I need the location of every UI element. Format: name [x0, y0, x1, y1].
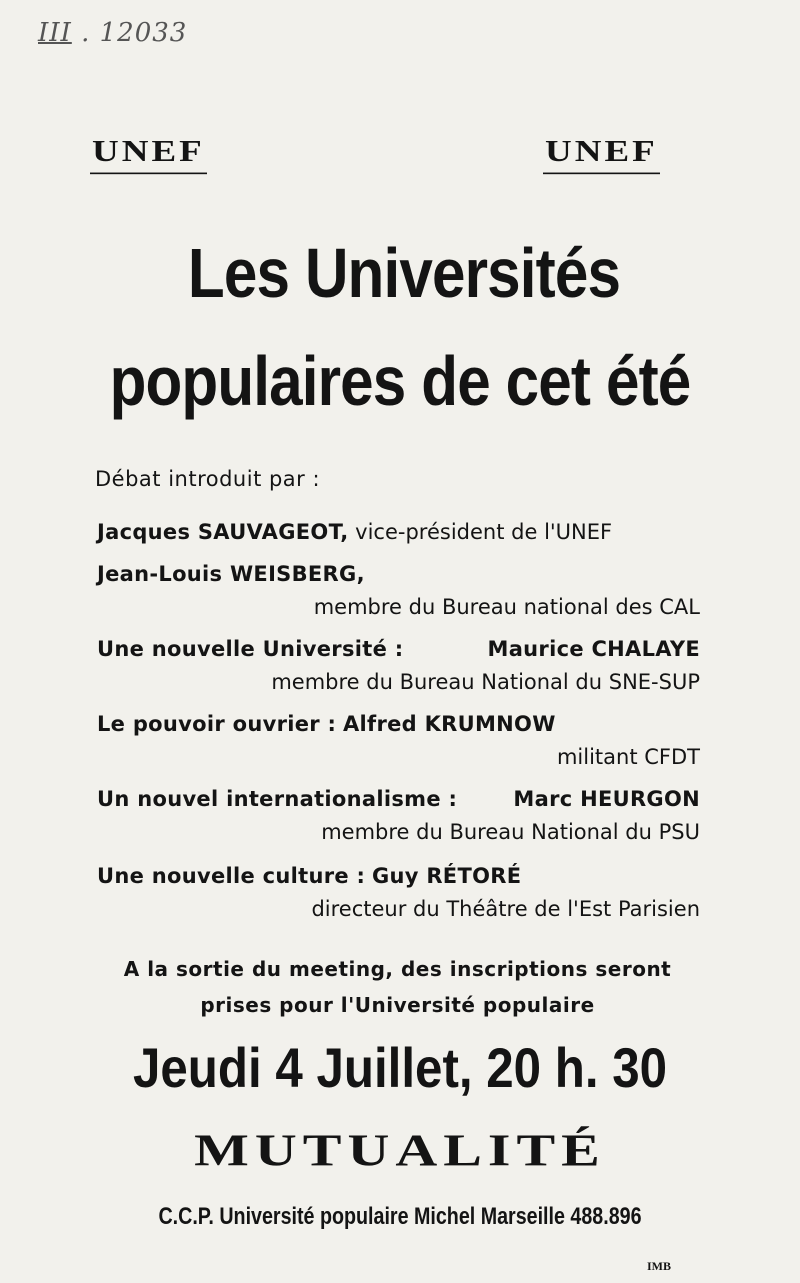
archive-number	[38, 18, 187, 48]
archive-roman: III	[38, 18, 72, 48]
unef-logo-left: UNEF	[90, 134, 207, 174]
speaker-1-role: vice-président de l'UNEF	[355, 520, 613, 544]
speaker-3-role: membre du Bureau National du SNE-SUP	[271, 670, 700, 694]
speaker-3-topic: Une nouvelle Université :	[97, 637, 404, 661]
speaker-5-role: membre du Bureau National du PSU	[321, 820, 700, 844]
speaker-6-role: directeur du Théâtre de l'Est Parisien	[311, 897, 700, 921]
speaker-6-role-line	[97, 897, 700, 921]
speaker-2-name: Jean-Louis WEISBERG,	[97, 562, 365, 586]
speaker-2-role: membre du Bureau national des CAL	[313, 595, 700, 619]
speaker-2	[97, 562, 700, 586]
speaker-3-role-line	[97, 670, 700, 694]
printer-mark: IMB	[647, 1259, 671, 1273]
speaker-6-name: Guy RÉTORÉ	[371, 864, 522, 888]
speaker-2-role-line	[97, 595, 700, 619]
ccp-account: C.C.P. Université populaire Michel Marseille 488.896	[158, 1203, 642, 1230]
speaker-6-topic: Une nouvelle culture :	[97, 864, 366, 888]
speaker-4-role: militant CFDT	[556, 745, 700, 769]
note-line-2: prises pour l'Université populaire	[200, 993, 595, 1017]
speaker-1-name: Jacques SAUVAGEOT,	[97, 520, 349, 544]
headline-line-1: Les Universités	[187, 234, 621, 312]
speaker-5-role-line	[97, 820, 700, 844]
unef-logo-right: UNEF	[543, 134, 660, 174]
headline-line-2: populaires de cet été	[109, 342, 691, 420]
speaker-4	[97, 712, 700, 736]
speaker-5-topic: Un nouvel internationalisme :	[97, 787, 458, 811]
archive-digits: . 12033	[81, 18, 188, 48]
speaker-6	[97, 864, 700, 888]
speaker-5-name: Marc HEURGON	[513, 787, 700, 811]
event-date: Jeudi 4 Juillet, 20 h. 30	[132, 1036, 668, 1099]
speaker-3-name: Maurice CHALAYE	[487, 637, 700, 661]
note-line-1: A la sortie du meeting, des inscriptions seront	[123, 957, 672, 981]
speaker-1	[97, 520, 700, 544]
event-venue: MUTUALITÉ	[194, 1124, 606, 1176]
speaker-5	[97, 787, 700, 811]
speaker-4-name: Alfred KRUMNOW	[342, 712, 556, 736]
speaker-4-role-line	[97, 745, 700, 769]
speaker-4-topic: Le pouvoir ouvrier :	[97, 712, 337, 736]
speaker-3	[97, 637, 700, 661]
intro-text: Débat introduit par :	[95, 467, 321, 491]
